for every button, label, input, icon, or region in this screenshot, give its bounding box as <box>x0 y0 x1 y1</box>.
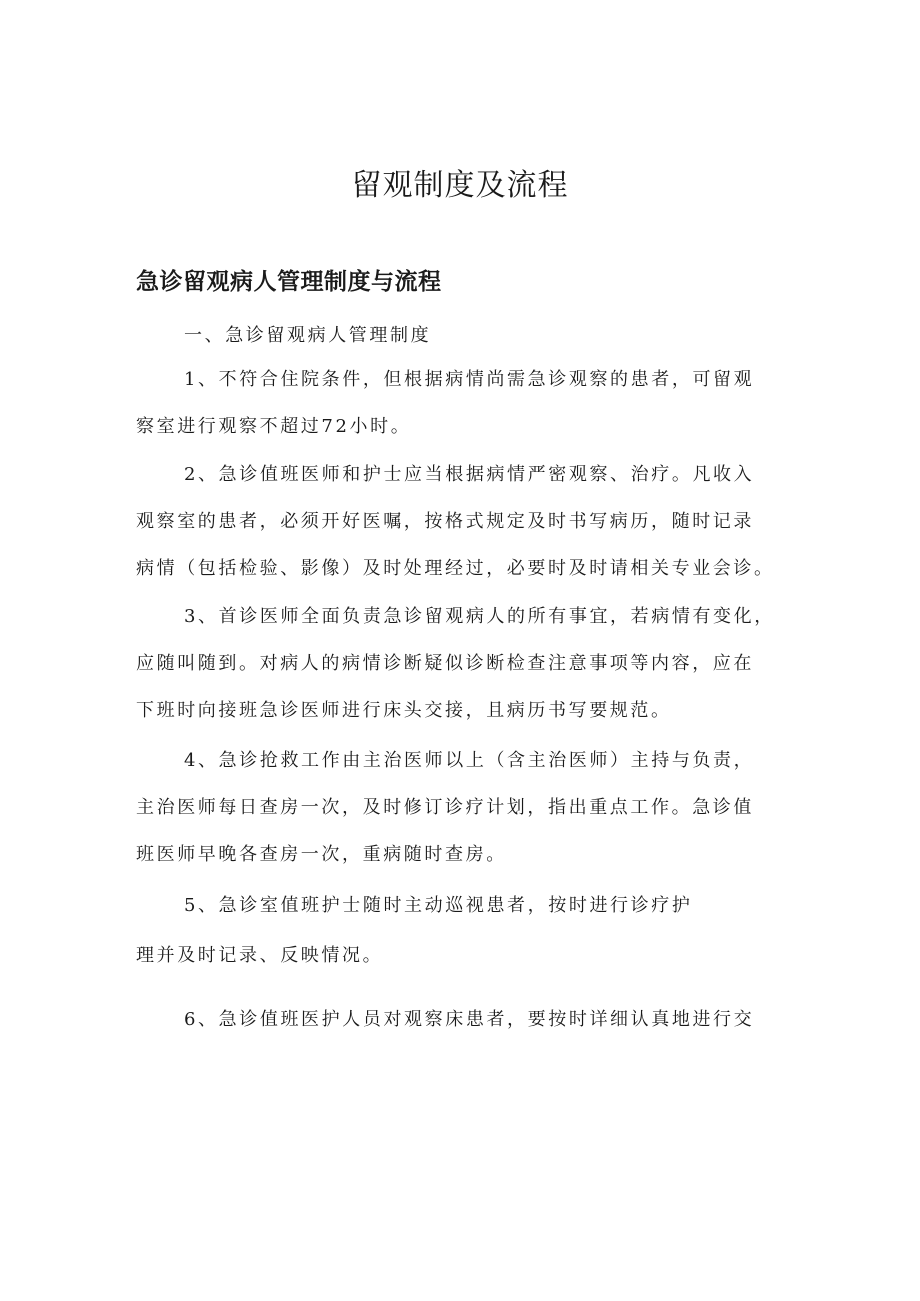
paragraph-6-line-1: 6、急诊值班医护人员对观察床患者，要按时详细认真地进行交 <box>184 1009 755 1030</box>
paragraph-5-line-2: 理并及时记录、反映情况。 <box>136 945 384 966</box>
paragraph-2-line-3: 病情（包括检验、影像）及时处理经过，必要时及时请相关专业会诊。 <box>136 558 775 579</box>
paragraph-2 <box>136 451 796 592</box>
paragraph-3-line-3: 下班时向接班急诊医师进行床头交接，且病历书写要规范。 <box>136 700 672 721</box>
paragraph-1-line-2: 察室进行观察不超过72小时。 <box>136 416 412 437</box>
paragraph-1-line-1: 1、不符合住院条件，但根据病情尚需急诊观察的患者，可留观 <box>184 369 755 390</box>
paragraph-1 <box>136 356 796 450</box>
page-title: 留观制度及流程 <box>351 168 569 203</box>
paragraph-4-line-2: 主治医师每日查房一次，及时修订诊疗计划，指出重点工作。急诊值 <box>136 797 754 818</box>
subheading <box>136 312 796 359</box>
paragraph-4-line-3: 班医师早晚各查房一次，重病随时查房。 <box>136 844 507 865</box>
paragraph-3-line-2: 应随叫随到。对病人的病情诊断疑似诊断检查注意事项等内容，应在 <box>136 653 754 674</box>
section-heading: 急诊留观病人管理制度与流程 <box>136 269 442 295</box>
paragraph-5 <box>136 882 796 929</box>
paragraph-2-line-1: 2、急诊值班医师和护士应当根据病情严密观察、治疗。凡收入 <box>184 464 755 485</box>
paragraph-2-line-2: 观察室的患者，必须开好医嘱，按格式规定及时书写病历，随时记录 <box>136 511 754 532</box>
paragraph-3-line-1: 3、首诊医师全面负责急诊留观病人的所有事宜，若病情有变化， <box>184 606 775 627</box>
paragraph-3 <box>136 593 796 734</box>
subheading-text: 一、急诊留观病人管理制度 <box>184 325 432 346</box>
paragraph-5-continued <box>136 932 796 979</box>
paragraph-5-line-1: 5、急诊室值班护士随时主动巡视患者，按时进行诊疗护 <box>184 895 693 916</box>
paragraph-4-line-1: 4、急诊抢救工作由主治医师以上（含主治医师）主持与负责， <box>184 750 755 771</box>
paragraph-4 <box>136 737 796 878</box>
paragraph-6 <box>136 996 796 1043</box>
